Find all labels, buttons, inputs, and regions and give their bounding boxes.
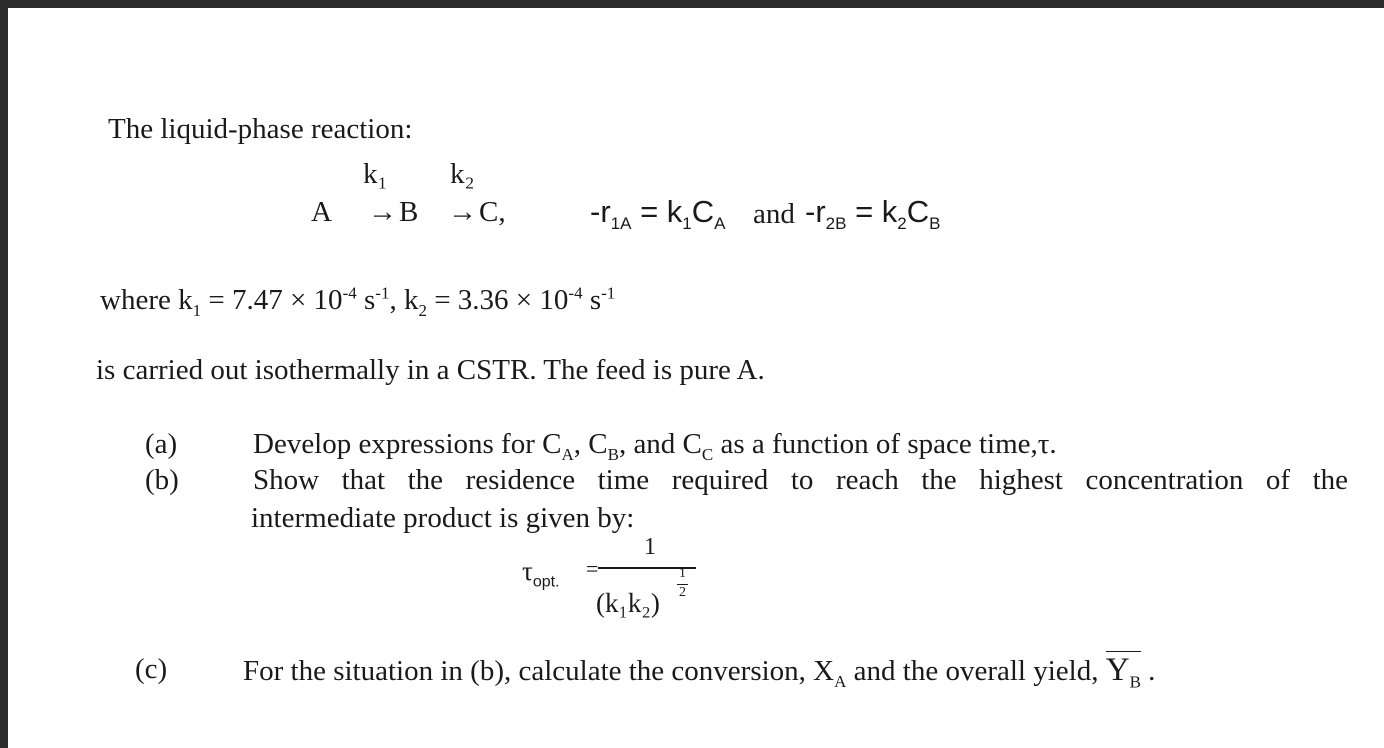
part-c-text: For the situation in (b), calculate the conversion, $X_A$ and the overall yield, $Y_B$ . bbox=[243, 652, 1156, 692]
overall-yield-symbol: $Y_B$ bbox=[1105, 652, 1141, 692]
part-b-label: (b) bbox=[145, 464, 179, 496]
species-b: B bbox=[399, 196, 419, 228]
rate-constants: where $k_1 = 7.47 \times 10^{-4}$ $s^{-1}$, $k_2 = 3.36 \times 10^{-4}$ $s^{-1}$ bbox=[100, 283, 616, 320]
part-a-label: (a) bbox=[145, 428, 178, 460]
part-b-text-line-2: intermediate product is given by: bbox=[251, 502, 635, 534]
rate-expression-2: $-r_{2B} = k_2C_B$ bbox=[805, 194, 941, 234]
part-b-text-line-1: Show that the residence time required to reach the highest concentration of the bbox=[253, 464, 1348, 496]
species-a: A bbox=[311, 196, 332, 228]
exponent-denominator: 2 bbox=[679, 585, 686, 600]
exponent-numerator: 1 bbox=[679, 566, 686, 581]
part-c-label: (c) bbox=[135, 653, 168, 685]
rate-expression-1: $-r_{1A} = k_1C_A$ bbox=[590, 194, 726, 234]
fraction-denominator: (k₁k₂) bbox=[596, 588, 660, 618]
tau-symbol: $\tau_{opt.}$ bbox=[522, 556, 560, 591]
part-a-text: Develop expressions for $C_A$, $C_B$, and $C_C$ as a function of space time,τ. bbox=[253, 428, 1057, 464]
k2-label: k₂ bbox=[450, 158, 475, 190]
species-c: C, bbox=[479, 196, 506, 228]
arrow-1: → bbox=[368, 196, 397, 228]
intro-text: The liquid-phase reaction: bbox=[108, 113, 413, 145]
fraction-numerator: 1 bbox=[644, 534, 656, 560]
k1-label: k₁ bbox=[363, 158, 388, 190]
arrow-2: → bbox=[448, 196, 477, 228]
document-page bbox=[8, 8, 1384, 748]
equals-sign: = bbox=[586, 556, 599, 581]
process-description: is carried out isothermally in a CSTR. The feed is pure A. bbox=[96, 354, 765, 386]
and-text: and bbox=[753, 198, 795, 230]
